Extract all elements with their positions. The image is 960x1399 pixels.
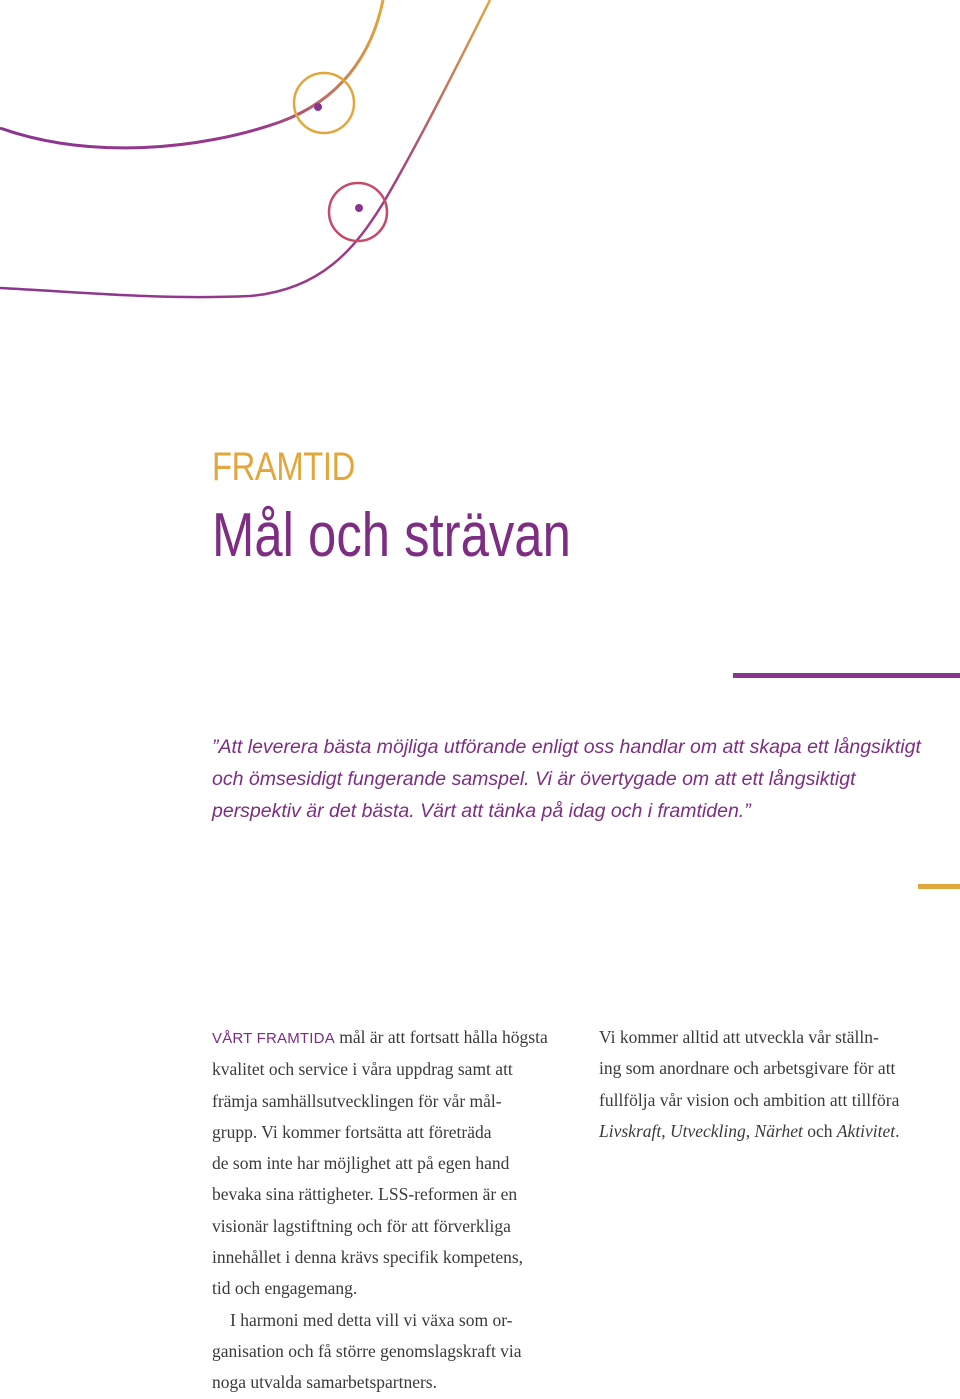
body-line: ing som anordnare och arbetsgivare för att	[599, 1058, 896, 1079]
upper-ring	[294, 73, 354, 133]
section-kicker: FRAMTID	[212, 445, 355, 489]
body-column-left	[212, 1022, 572, 1399]
body-line: tid och engagemang.	[212, 1278, 358, 1299]
body-line: de som inte har möjlighet att på egen hand	[212, 1153, 510, 1174]
separator: ,	[661, 1120, 670, 1141]
pull-quote	[212, 731, 957, 827]
body-line: fullfölja vår vision och ambition att tillföra	[599, 1089, 900, 1110]
page-title: Mål och strävan	[212, 501, 571, 570]
body-line: noga utvalda samarbetspartners.	[212, 1372, 437, 1393]
body-column-right	[599, 1022, 954, 1147]
lower-dot	[355, 204, 363, 212]
body-line: bevaka sina rättigheter. LSS-reformen är en	[212, 1184, 518, 1205]
body-line: innehållet i denna krävs specifik kompetens,	[212, 1247, 524, 1268]
body-line: ganisation och få större genomslagskraft via	[212, 1340, 522, 1361]
body-paragraph	[212, 1305, 572, 1399]
body-line: Vi kommer alltid att utveckla vår ställn-	[599, 1027, 879, 1047]
separator: ,	[745, 1120, 755, 1141]
period: .	[895, 1120, 900, 1141]
lower-curve	[0, 0, 490, 297]
decorative-curves	[0, 0, 960, 420]
lead-in: VÅRT FRAMTIDA	[212, 1030, 335, 1047]
value-aktivitet: Aktivitet	[836, 1120, 896, 1141]
value-narhet: Närhet	[754, 1120, 803, 1141]
values-line	[599, 1116, 954, 1147]
purple-accent-rule	[733, 673, 960, 678]
body-line: mål är att fortsatt hålla högsta	[334, 1027, 548, 1047]
value-utveckling: Utveckling	[669, 1120, 746, 1141]
body-line: kvalitet och service i våra uppdrag samt att	[212, 1059, 513, 1080]
quote-line: ”Att leverera bästa möjliga utförande enligt oss handlar om att skapa ett långsiktigt	[212, 736, 921, 758]
body-line: visionär lagstiftning och för att förverkliga	[212, 1215, 511, 1236]
quote-line: och ömsesidigt fungerande samspel. Vi är övertygade om att ett långsiktigt	[212, 768, 856, 790]
orange-accent-rule	[918, 884, 960, 889]
quote-line: perspektiv är det bästa. Värt att tänka på idag och i framtiden.”	[212, 800, 751, 822]
body-line: främja samhällsutvecklingen för vår mål-	[212, 1090, 502, 1111]
body-paragraph	[212, 1022, 572, 1305]
body-line: grupp. Vi kommer fortsätta att företräda	[212, 1121, 492, 1142]
body-line: I harmoni med detta vill vi växa som or-	[230, 1309, 513, 1330]
value-livskraft: Livskraft	[599, 1120, 662, 1141]
upper-dot	[314, 103, 322, 111]
body-paragraph	[599, 1022, 954, 1147]
separator: och	[802, 1120, 837, 1141]
